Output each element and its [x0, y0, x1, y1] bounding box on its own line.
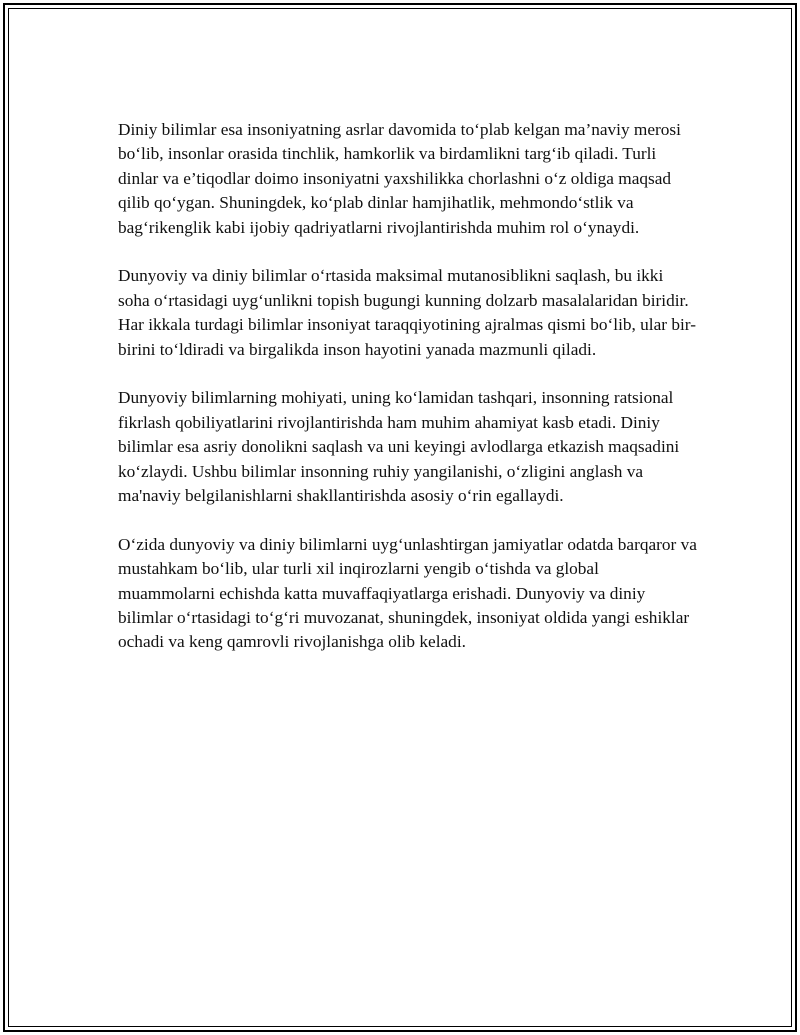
- paragraph-3: Dunyoviy bilimlarning mohiyati, uning ko‘lamidan tashqari, insonning ratsional fikrlash qobiliyatlarini rivojlantirishda ham muhim ahamiyat kasb etadi. Diniy bilimlar esa asriy donolikni saqlash va uni keyingi avlodlarga etkazish maqsadini ko‘zlaydi. Ushbu bilimlar insonning ruhiy yangilanishi, o‘zligini anglash va ma'naviy belgilanishlarni shakllantirishda asosiy o‘rin egallaydi.: [118, 388, 680, 506]
- paragraph-2: Dunyoviy va diniy bilimlar o‘rtasida maksimal mutanosiblikni saqlash, bu ikki soha o‘rtasidagi uyg‘unlikni topish bugungi kunning dolzarb masalalaridan biridir. Har ikkala turdagi bilimlar insoniyat taraqqiyotining ajralmas qismi bo‘lib, ular bir-birini to‘ldiradi va birgalikda inson hayotini yanada mazmunli qiladi.: [118, 266, 696, 359]
- paragraph-1: Diniy bilimlar esa insoniyatning asrlar davomida to‘plab kelgan ma’naviy merosi bo‘lib, insonlar orasida tinchlik, hamkorlik va birdamlikni targ‘ib qiladi. Turli dinlar va e’tiqodlar doimo insoniyatni yaxshilikka chorlashni o‘z oldiga maqsad qilib qo‘ygan. Shuningdek, ko‘plab dinlar hamjihatlik, mehmondo‘stlik va bag‘rikenglik kabi ijobiy qadriyatlarni rivojlantirishda muhim rol o‘ynaydi.: [118, 120, 681, 237]
- document-body: [118, 118, 698, 679]
- paragraph-4: O‘zida dunyoviy va diniy bilimlarni uyg‘unlashtirgan jamiyatlar odatda barqaror va mustahkam bo‘lib, ular turli xil inqirozlarni yengib o‘tishda va global muammolarni echishda katta muvaffaqiyatlarga erishadi. Dunyoviy va diniy bilimlar o‘rtasidagi to‘g‘ri muvozanat, shuningdek, insoniyat oldida yangi eshiklar ochadi va keng qamrovli rivojlanishga olib keladi.: [118, 534, 697, 652]
